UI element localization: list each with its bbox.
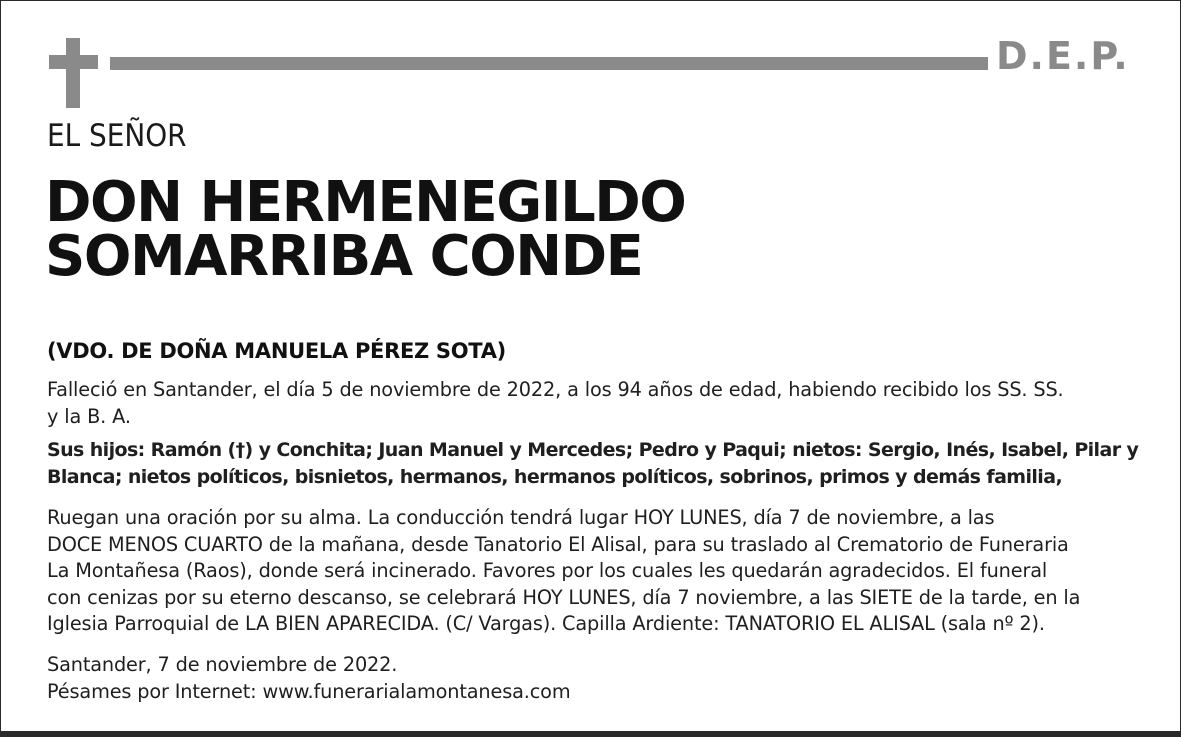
ceremony-details: [47, 505, 1142, 638]
widow-of: (VDO. DE DOÑA MANUELA PÉREZ SOTA): [47, 339, 506, 363]
deceased-name-line1: DON HERMENEGILDO: [45, 170, 686, 235]
place-date: Santander, 7 de noviembre de 2022.: [47, 653, 398, 676]
ceremony-line: Iglesia Parroquial de LA BIEN APARECIDA. (C/ Vargas). Capilla Ardiente: TANATORIO EL ALISAL (sala nº 2).: [47, 612, 1045, 635]
cross-icon: [66, 38, 80, 108]
ceremony-line: Ruegan una oración por su alma. La conducción tendrá lugar HOY LUNES, día 7 de noviembre, a las: [47, 506, 995, 529]
death-notice-line: Falleció en Santander, el día 5 de noviembre de 2022, a los 94 años de edad, habiendo recibido los SS. SS.: [47, 378, 1064, 401]
family-line: Blanca; nietos políticos, bisnietos, hermanos, hermanos políticos, sobrinos, primos y demás familia,: [47, 466, 1063, 488]
death-notice-line: y la B. A.: [47, 404, 131, 428]
footer: [47, 652, 1142, 705]
intro-label: EL SEÑOR: [47, 118, 187, 154]
death-notice: [47, 377, 1142, 430]
cross-icon-bar: [49, 55, 98, 69]
family-list: [47, 437, 1142, 491]
header-rule: [110, 57, 988, 70]
ceremony-line: con cenizas por su eterno descanso, se celebrará HOY LUNES, día 7 noviembre, a las SIETE de la tarde, en la: [47, 585, 1081, 609]
ceremony-line: La Montañesa (Raos), donde será incinerado. Favores por los cuales les quedarán agradecidos. El funeral: [47, 559, 1048, 582]
condolences-link: Pésames por Internet: www.funerarialamontanesa.com: [47, 679, 571, 703]
ceremony-line: DOCE MENOS CUARTO de la mañana, desde Tanatorio El Alisal, para su traslado al Crematorio de Funeraria: [47, 532, 1069, 556]
deceased-name-line2: SOMARRIBA CONDE: [45, 224, 643, 289]
family-line: Sus hijos: Ramón (†) y Conchita; Juan Manuel y Mercedes; Pedro y Paqui; nietos: Sergio, Inés, Isabel, Pilar y: [47, 439, 1139, 461]
dep-label: D.E.P.: [996, 34, 1130, 78]
